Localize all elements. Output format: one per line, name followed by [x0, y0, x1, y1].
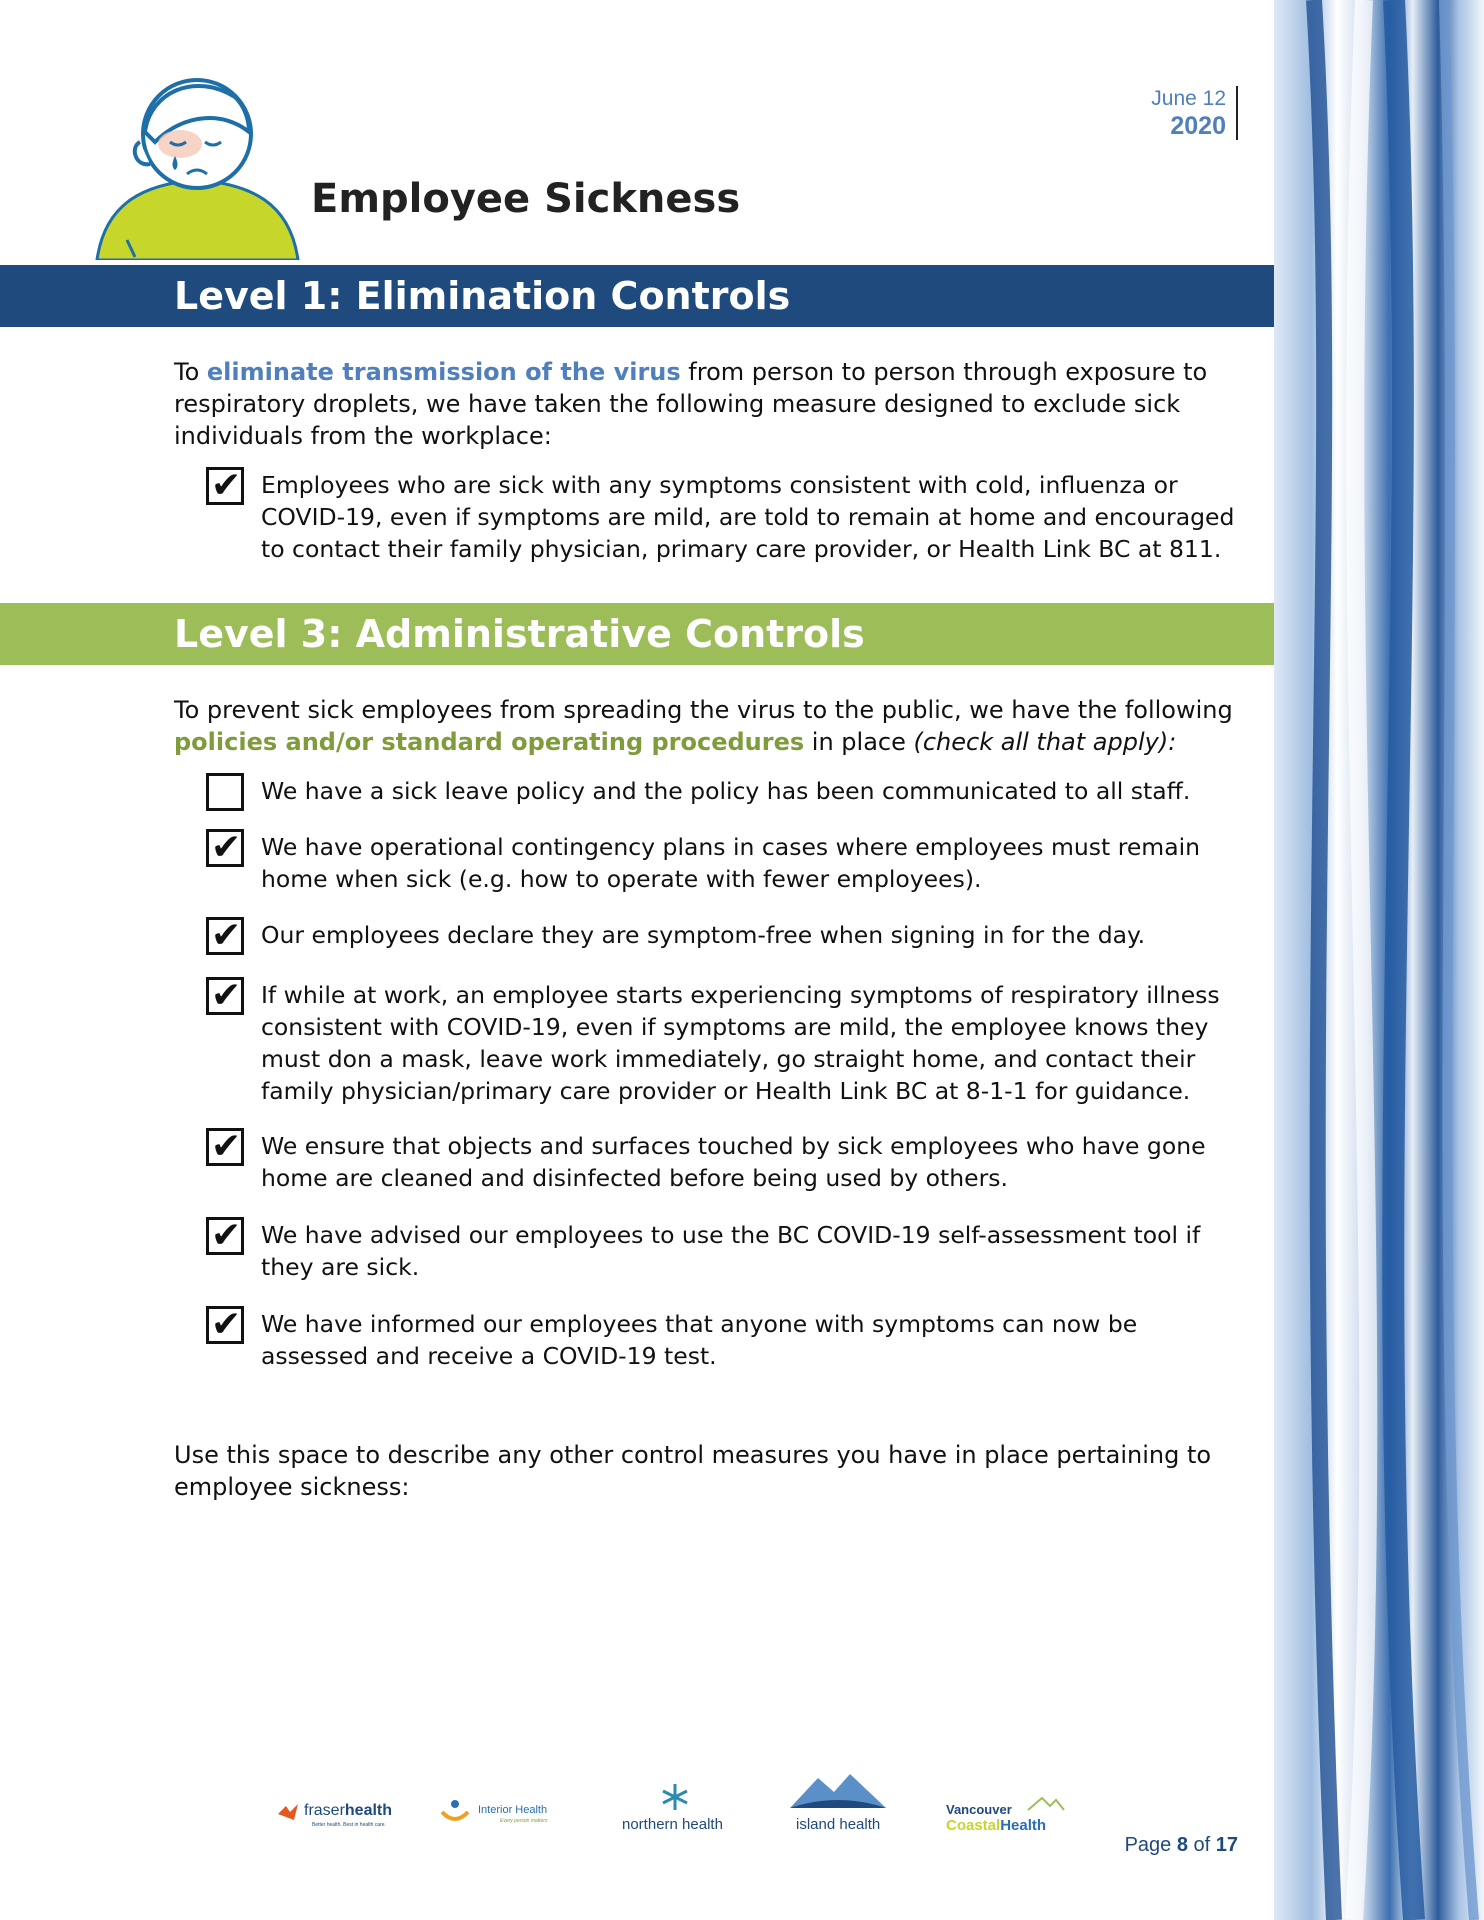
checkbox[interactable]	[206, 917, 244, 955]
checkbox[interactable]	[206, 1306, 244, 1344]
checkbox[interactable]	[206, 977, 244, 1015]
checkmark-icon: ✔	[211, 1304, 242, 1345]
level3-intro	[174, 694, 1244, 758]
checklist-item-text: We ensure that objects and surfaces touched by sick employees who have gone home are cleaned and disinfected before being used by others.	[261, 1132, 1206, 1192]
checkbox[interactable]	[206, 773, 244, 811]
page-prefix: Page	[1124, 1834, 1177, 1856]
vch-text-c: Health	[1000, 1817, 1047, 1834]
fraserhealth-logo	[276, 1770, 393, 1840]
other-measures-prompt: Use this space to describe any other control measures you have in place pertaining to employee sickness:	[174, 1441, 1212, 1501]
checkbox[interactable]	[206, 1217, 244, 1255]
interior-health-tagline: Every person matters	[500, 1818, 548, 1824]
island-health-mountains-icon	[790, 1770, 886, 1810]
checkbox[interactable]	[206, 467, 244, 505]
northern-health-logo	[622, 1770, 732, 1840]
fraserhealth-text-b: health	[344, 1802, 393, 1819]
level3-heading: Level 3: Administrative Controls	[0, 603, 1274, 665]
level3-intro-italic: (check all that apply):	[913, 728, 1177, 756]
fraserhealth-tagline: Better health. Best in health care.	[312, 1822, 386, 1828]
vancouver-coastal-health-logo	[946, 1770, 1076, 1840]
checkmark-icon: ✔	[211, 975, 242, 1016]
island-health-logo	[790, 1770, 890, 1840]
level1-intro-pre: To	[174, 358, 207, 386]
level3-intro-post: in place	[804, 728, 914, 756]
checklist-item-text: We have advised our employees to use the BC COVID-19 self-assessment tool if they are sick.	[261, 1221, 1201, 1281]
checkmark-icon: ✔	[211, 1126, 242, 1167]
interior-health-swoosh-icon	[440, 1796, 470, 1826]
document-date	[1151, 86, 1238, 140]
interior-health-name: Interior Health	[478, 1804, 548, 1816]
side-wave-graphic	[1274, 0, 1484, 1920]
fraserhealth-leaf-icon	[276, 1800, 302, 1826]
checklist-item-text: Our employees declare they are symptom-free when signing in for the day.	[261, 921, 1146, 949]
northern-health-snowflake-icon	[660, 1782, 690, 1812]
vch-text-a: Vancouver	[946, 1802, 1012, 1817]
checklist-item-text: We have informed our employees that anyone with symptoms can now be assessed and receive a COVID-19 test.	[261, 1310, 1138, 1370]
checkbox[interactable]	[206, 1128, 244, 1166]
checklist-item-text: We have operational contingency plans in cases where employees must remain home when sick (e.g. how to operate with fewer employees).	[261, 833, 1201, 893]
date-month: June 12	[1151, 87, 1226, 110]
vch-mountain-icon	[1026, 1796, 1066, 1812]
level3-intro-highlight: policies and/or standard operating procedures	[174, 728, 805, 756]
level1-intro	[174, 356, 1244, 452]
page-title: Employee Sickness	[311, 176, 741, 222]
level1-intro-highlight: eliminate transmission of the virus	[206, 358, 681, 386]
island-health-name: island health	[796, 1816, 881, 1833]
northern-health-name: northern health	[622, 1816, 723, 1833]
checkmark-icon: ✔	[211, 915, 242, 956]
page-mid: of	[1187, 1834, 1216, 1856]
page-number	[1125, 1834, 1238, 1857]
health-authority-logos	[270, 1770, 1100, 1840]
checklist-item-text: We have a sick leave policy and the policy has been communicated to all staff.	[261, 777, 1191, 805]
date-year: 2020	[1170, 112, 1226, 140]
vch-text-b: Coastal	[946, 1817, 1001, 1834]
level3-intro-pre: To prevent sick employees from spreading the virus to the public, we have the following	[174, 696, 1233, 724]
checklist-item-text: If while at work, an employee starts experiencing symptoms of respiratory illness consistent with COVID-19, even if symptoms are mild, the employee knows they must don a mask, leave work immediately, go straight home, and contact their family physician/primary care provider or Health Link BC at 8-1-1 for guidance.	[261, 981, 1220, 1105]
checkbox[interactable]	[206, 829, 244, 867]
checkmark-icon: ✔	[211, 465, 242, 506]
side-decorative-art	[1274, 0, 1484, 1920]
level1-intro-post: from person to person through exposure to respiratory droplets, we have taken the following measure designed to exclude sick individuals from the workplace:	[174, 358, 1208, 450]
checkmark-icon: ✔	[211, 1215, 242, 1256]
interior-health-logo	[440, 1770, 570, 1840]
checkmark-icon: ✔	[211, 827, 242, 868]
level1-heading: Level 1: Elimination Controls	[0, 265, 1274, 327]
checklist-item-text: Employees who are sick with any symptoms consistent with cold, influenza or COVID-19, even if symptoms are mild, are told to remain at home and encouraged to contact their family physician, primary care provider, or Health Link BC at 811.	[261, 471, 1235, 563]
page-total: 17	[1215, 1834, 1238, 1856]
sick-person-icon	[95, 72, 300, 260]
fraserhealth-text-a: fraser	[304, 1802, 345, 1819]
page-current: 8	[1176, 1834, 1188, 1856]
